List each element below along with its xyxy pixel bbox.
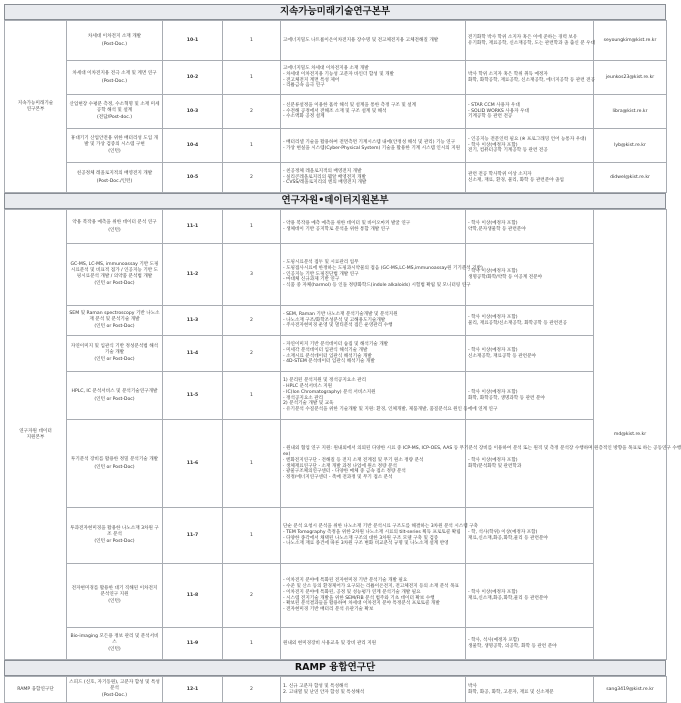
position-title-cell — [67, 420, 163, 508]
table-row — [5, 564, 667, 628]
job-description-line: - 수전해 공정에서 전해조 소재 및 구조 설계 및 해석 — [283, 108, 387, 114]
employment-type: (인턴 or Post-Doc) — [94, 539, 135, 545]
position-title: 투과전자현미경을 활용한 나노소재 3차원 구조 분석 — [70, 525, 159, 537]
job-description-line: - 나노소재 재료 종건에 따른 3차원 구조 변화 비교분석 규명 및 나노소재 설계 반영 — [283, 541, 449, 547]
job-description-cell — [281, 564, 466, 628]
position-title-cell — [67, 210, 163, 244]
department-name: 지속가능미래기술 — [17, 100, 54, 106]
qualification-line: 신소재, 재료, 환경, 물리, 화학 등 관련분야 졸업 — [468, 177, 564, 183]
position-title: 자연이미지 및 입관식 기반 정성분석법 해석기술 개발 — [70, 343, 159, 355]
qualification-line: - 학사 이상(예정자 포함) — [468, 457, 518, 463]
qualification-cell — [466, 306, 594, 336]
qualification-line: - STAR CCM 사용자 우대 — [468, 102, 520, 108]
job-description-line: - 신분류설정을 이용한 흡착 해석 및 설계을 통한 측정 구조 및 설계 — [283, 102, 417, 108]
job-description-line: - HPLC 분석서비스 지원 — [283, 383, 333, 389]
job-description-line: - 유기분석 수질분석을 위한 기술개발 및 지원: 환경, 인체개발, 제품개발, 품질분석요 원인 등에에 연계 연구 — [283, 407, 498, 413]
department-cell — [5, 677, 67, 703]
job-description-line: - 인공지능 기반 도핑진단법 개발 연구 — [283, 271, 359, 277]
table-row — [5, 21, 667, 61]
job-description-line: · 정정/에너지연구센터 - 촉매 전과정 및 무기 접소 분석 — [283, 475, 393, 481]
recruitment-table — [4, 4, 681, 703]
position-title: 친공정체 레올로지적의 배영전지 개발 — [76, 170, 153, 176]
headcount: 2 — [223, 336, 281, 372]
job-description-line: 2) 분석기술 개발 및 교육 — [283, 401, 334, 407]
department-cell — [5, 21, 67, 193]
qualification-cell — [466, 677, 594, 703]
headcount: 1 — [223, 21, 281, 61]
position-code: 10-2 — [163, 61, 223, 95]
job-description-line: 1) 분리된 분석지원 및 정석공지요소 관리 — [283, 378, 367, 384]
qualification-line: 박사 학위 소지자 혹은 학위 취득 예정자 — [468, 71, 548, 77]
position-title-cell — [67, 129, 163, 163]
position-title-cell — [67, 21, 163, 61]
employment-type: (인턴) — [108, 149, 121, 155]
job-description-line: - TEM Tomography 측정을 위한 2차원 나노소재 시료의 tilt-series 획득 프로토콜 확립 — [283, 529, 461, 535]
position-title-cell — [67, 677, 163, 703]
qualification-cell — [466, 508, 594, 564]
job-description-line: 고에너지밀도 나트륨이온이차전지용 장수명 및 전고체전지용 고체전해질 개발 — [283, 37, 439, 43]
section-title: 지속가능미래기술연구본부 — [4, 4, 666, 20]
position-code: 11-6 — [163, 420, 223, 508]
position-code: 10-5 — [163, 163, 223, 193]
position-title: HPLC, IC 분석서비스 및 분석기술연구개발 — [71, 388, 158, 394]
job-description-cell — [281, 628, 466, 660]
job-description-line: - 전자현미경 기반 배터리 분석 유관기술 확보 — [283, 607, 374, 613]
qualification-line: 전기화학 박사 학위 소지자 혹은 이에 준하는 경력 보유 — [468, 34, 578, 40]
qualification-cell — [466, 95, 594, 129]
table-row — [5, 244, 667, 306]
contact-email[interactable]: lyb@kist.re.kr — [594, 129, 667, 163]
job-description-line: - 배터리셀 기술을 활용하여 전면측면 기계시스템 내에(안정성 해석 및 관리) 기능 연구 — [283, 139, 456, 145]
position-code: 11-3 — [163, 306, 223, 336]
position-title: 차세대 이차전지용 전극 소재 및 계면 연구 — [72, 70, 157, 76]
qualification-line: 화학, 화학공학, 생명과학 등 관련 분야 — [468, 395, 545, 401]
qualification-line: - 학사 이상(예정자 포함) — [468, 389, 518, 395]
qualification-line: 신소재공학, 재료공학 등 관련분야 — [468, 353, 536, 359]
table-row — [5, 129, 667, 163]
job-description-line: - 생체데이 기반 공지학로 분석을 위한 통합 개발 연구 — [283, 226, 390, 232]
job-description-cell — [281, 210, 466, 244]
job-description-line: ex) — [283, 451, 291, 457]
position-title: 휴대기기 산업안전용 위한 배터리성 도입 개발 및 가상 검증의 시스템 구현 — [70, 135, 159, 147]
department-name: 연구자원 데이터 — [19, 428, 52, 434]
qualification-cell — [466, 336, 594, 372]
job-description-line: 단순 분석 요청시 분석을 위한 나노소재 기반 분석시료 구조도를 해결하는 3차원 분석 시스템 구축 — [283, 523, 478, 529]
job-description-line: - SEM, Raman 기반 나노소재 분석기술개발 및 분석지원 — [283, 311, 398, 317]
position-title: 전자현미경를 활용한 대기 직해된 이차전지 분석연구 지원 — [71, 585, 158, 597]
section-table — [4, 209, 681, 660]
qualification-cell — [466, 61, 594, 95]
job-description-line: - 소재시료 분석데이터 입관식 해석기술 개발 — [283, 353, 372, 359]
job-description-line: - 시스템 전지기술 개발을 위한 SEM/FIB 분석 범주와 기초 데이터 확보 수행 — [283, 595, 435, 601]
table-row — [5, 163, 667, 193]
position-title-cell — [67, 163, 163, 193]
position-title: 차세대 이차전지 소재 개발 — [87, 33, 142, 39]
qualification-line: - 학사, 석사(예정자 포함) — [468, 637, 520, 643]
position-title-cell — [67, 564, 163, 628]
qualification-line: - 학사 이상(예정자 포함) — [468, 142, 518, 148]
job-description-line: - 약용 복작용 예측 예측을 위한 데이터 및 바이오마커 발굴 연구 — [283, 220, 411, 226]
qualification-cell — [466, 163, 594, 193]
qualification-line: 전기, 컴퓨터공학 기계공학 등 관련 전공 — [468, 148, 548, 154]
position-code: 12-1 — [163, 677, 223, 703]
contact-email[interactable]: md@kist.re.kr — [594, 210, 667, 660]
qualification-cell — [466, 210, 594, 244]
employment-type: (인턴 or Post-Doc) — [94, 396, 135, 402]
qualification-line: 화학, 화학공학, 재료공학, 신소재공학, 에너지공학 등 관련 전공 — [468, 77, 596, 83]
position-title: Bio-imaging 모든용 정보 관리 및 분석서비스 — [70, 633, 159, 645]
job-description-line: - 리튬금속 음극 연구 — [283, 83, 325, 89]
qualification-line: - 학사 이상(예정자 포함) — [468, 347, 518, 353]
job-description-line: - 도핑시료분석 접두 및 시료관리 업무 — [283, 260, 359, 265]
qualification-cell — [466, 21, 594, 61]
table-row — [5, 420, 667, 508]
position-code: 10-4 — [163, 129, 223, 163]
position-code: 11-5 — [163, 372, 223, 420]
department-name: 지원본부 — [26, 434, 45, 440]
job-description-cell — [281, 129, 466, 163]
section-table — [4, 676, 667, 703]
qualification-line: 관련 전공 학사학위 이상 소지자 — [468, 171, 532, 177]
job-description-line: 고에너지밀도 차세대 이차전지용 소재 개발 — [283, 65, 369, 71]
job-description-line: - 나노소재 구조/화학조성분석 및 고해용도기술개발 — [283, 317, 386, 323]
position-title: SEM 및 Raman spectroscopy 기반 나노소재 분석 및 분석기술 개발 — [69, 310, 160, 322]
job-description-cell — [281, 95, 466, 129]
job-description-line: - 가상 현실을 시스템(Cyber-Physical System) 기술을 활용한 기계 시스템 인시의 지원 — [283, 145, 461, 151]
employment-type: (인턴) — [108, 647, 121, 653]
employment-type: (Post-Doc./인턴) — [96, 178, 133, 184]
job-description-cell — [281, 163, 466, 193]
job-description-line: - 수준 및 산소 등의 환경제어가 요구되는 리튬이온전지, 전고체전지 등의 소재 분석 목표 — [283, 583, 459, 589]
job-description-line: - 마대체 신규과제 기반 연구 — [283, 277, 340, 283]
qualification-cell — [466, 244, 594, 306]
position-title-cell — [67, 95, 163, 129]
qualification-line: - 학사 이상(예정자 포함) — [468, 589, 518, 595]
qualification-line: 기계공학 등 관련 전공 — [468, 114, 513, 120]
position-code: 10-3 — [163, 95, 223, 129]
position-title-cell — [67, 336, 163, 372]
job-description-line: · 엔화전지연구단 - 전해질 등 전지 소재 전계점 및 무기 원소 정량 분석 — [283, 457, 424, 463]
employment-type: (전담/Post-doc.) — [97, 115, 132, 121]
qualification-line: - 학사 이상(예정자 포함) — [468, 220, 518, 226]
employment-type: (인턴 or Post-Doc) — [94, 281, 135, 287]
job-description-cell — [281, 677, 466, 703]
job-description-line: - 식품 중 자체(harmol) 등 인돌 정량화학드(indole alkaloids) 시험법 확립 및 모니터링 연구 — [283, 283, 471, 289]
headcount: 2 — [223, 564, 281, 628]
position-title: 투기분석 장비를 활용한 정밀 분석기술 개발 — [70, 456, 159, 462]
job-description-line: - 수소액화 공정 설계 — [283, 114, 325, 120]
contact-email[interactable]: didwel@kist.re.kr — [594, 163, 667, 193]
position-title: GC-MS, LC-MS, immunoassay 기반 도핑시료분석 및 비표적 접가 / 인공지능 기반 도핑시료분석 개발 / 의약품 분석법 개발 — [70, 261, 159, 279]
job-description-line: - 정석공지요소 관리 — [283, 395, 324, 401]
job-description-line: - 도핑접사시료에 한정하는 도핑과시약물의 접음 (GC-MS,LC-MS,immunoassay원 기기분석 기반) — [283, 265, 483, 271]
job-description-cell — [281, 61, 466, 95]
table-row — [5, 306, 667, 336]
job-description-line: - 4D-STEM 분석데이터 입관식 해석기술 개발 — [283, 359, 375, 365]
headcount: 1 — [223, 628, 281, 660]
position-code: 11-7 — [163, 508, 223, 564]
qualification-cell — [466, 129, 594, 163]
qualification-line: 생명공학/화학/약학 등 이공계 전분야 — [468, 274, 543, 280]
job-description-cell — [281, 244, 483, 306]
headcount: 2 — [223, 95, 281, 129]
headcount: 1 — [223, 129, 281, 163]
qualification-line: - 학, 석사(학위) 이상(예정자 포함) — [468, 529, 538, 535]
qualification-cell — [466, 564, 594, 628]
job-description-line: - 차세대 이차전지용 기능성 고분자 바인더 합성 및 개발 — [283, 71, 394, 77]
qualification-line: 물리, 재료공학/신소재공학, 화학공학 등 관련전공 — [468, 320, 568, 326]
job-description-line: - 다양한 종각에서 채택된 나노소재 구조의 대한 3차원 구조 모델 구축 및 검증 — [283, 535, 439, 541]
job-description-line: - IC(Ion Chromatography) 분석 서비스지원 — [283, 389, 376, 395]
table-row — [5, 95, 667, 129]
employment-type: (인턴 or Post-Doc) — [94, 324, 135, 330]
position-code: 11-4 — [163, 336, 223, 372]
job-description-cell — [281, 306, 466, 336]
position-code: 11-8 — [163, 564, 223, 628]
qualification-cell — [466, 628, 594, 660]
headcount: 2 — [223, 306, 281, 336]
job-description-line: - 실리콘레올로지리의 웰알 배영전지 개발 — [283, 174, 366, 180]
headcount: 2 — [223, 163, 281, 193]
position-title: 스피드 (신호, 자기동원), 고분자 합성 및 특성분석 — [69, 679, 160, 691]
department-cell — [5, 210, 67, 660]
contact-email[interactable]: libra@kist.re.kr — [594, 95, 667, 129]
job-description-line: - 이차전지 분야에 특화된, 공정 및 성능평가 연계 분석기술 개발 필요 — [283, 589, 421, 595]
qualification-line: 재료,신소재,화공,화학,물리 등 관련분야 — [468, 595, 548, 601]
employment-type: (인턴 or Post-Doc) — [94, 357, 135, 363]
table-row — [5, 210, 667, 244]
job-description-line: - 원내외 협업 연구 지원: 원내외에서 의뢰된 다양한 시료 중 ICP-MS, ICP-OES, AAS 등 무기분석 장비를 이용하여 분석 또는 원격 및 측정 분석장 수행하며 원층적인 방향을 목표로 하는 공동연구 수행 — [283, 446, 681, 452]
qualification-cell — [466, 372, 594, 420]
position-title-cell — [67, 61, 163, 95]
job-description-line: - 전고체전지 계면 특성 제어 — [283, 77, 340, 83]
table-row — [5, 677, 667, 703]
qualification-line: - 학사 이상(예정자 포함) — [468, 314, 518, 320]
table-row — [5, 372, 667, 420]
section-title: RAMP 융합연구단 — [4, 660, 666, 676]
headcount: 3 — [223, 244, 281, 306]
headcount: 1 — [223, 372, 281, 420]
employment-type: (Post-Doc.) — [101, 78, 128, 84]
qualification-cell — [466, 420, 594, 508]
table-row — [5, 508, 667, 564]
department-name: 연구본부 — [26, 106, 45, 112]
contact-email[interactable]: sang3419@kist.re.kr — [594, 677, 667, 703]
table-row — [5, 336, 667, 372]
section-title: 연구자원•데이터지원본부 — [4, 193, 666, 209]
job-description-cell — [281, 508, 478, 564]
position-code: 11-1 — [163, 210, 223, 244]
position-title: 산업현장 수평분 측정, 수소혁명 및 소재 미세공학 해석 및 설계 — [69, 101, 160, 113]
qualification-line: - 인공지능 전문인력 필요 (※ 프로그래밍 언어 능통자 우대) — [468, 136, 587, 142]
table-row — [5, 628, 667, 660]
section-table — [4, 20, 667, 193]
qualification-line: - 학사 이상(예정자 포함) — [468, 268, 518, 274]
job-description-line: 2. 고내열 및 난연 안자 합성 및 특성해석 — [283, 689, 365, 695]
job-description-line: 1. 신규 고분자 합성 및 특성해석 — [283, 683, 348, 689]
job-description-cell — [281, 336, 466, 372]
headcount: 1 — [223, 210, 281, 244]
qualification-line: 화학/분석화학 및 관련학과 — [468, 463, 522, 469]
job-description-line: · 생체재료연구단 - 소재 개발 과정 나업에 원소 정량 분석 — [283, 463, 397, 469]
job-description-line: · 광물구조체의연구센터 - 다양한 매체 중 금속 접소 정량 분석 — [283, 469, 406, 475]
contact-email[interactable]: seyoungkim@kist.re.kr — [594, 21, 667, 61]
employment-type: (Post-Doc.) — [101, 693, 128, 699]
position-title-cell — [67, 306, 163, 336]
table-row — [5, 61, 667, 95]
employment-type: (Post-Doc.) — [101, 41, 128, 47]
qualification-line: 유기화학, 재료공학, 신소재공학, 도는 관련학과 졸 출신 분 우대 — [468, 40, 596, 46]
job-description-line: - 미세각 분석데이터 입관식 해석기술 개발 — [283, 347, 368, 353]
employment-type: (인턴) — [108, 227, 121, 233]
qualification-line: - SOLID WORKS 사용자 우대 — [468, 108, 529, 114]
employment-type: (인턴) — [108, 599, 121, 605]
headcount: 2 — [223, 677, 281, 703]
employment-type: (인턴 or Post-Doc) — [94, 464, 135, 470]
position-title-cell — [67, 628, 163, 660]
job-description-line: - 확보된 분석결과들을 활용하여 차세대 이차전지 분야 특정분석 프로토콜 개발 — [283, 601, 440, 607]
headcount: 1 — [223, 508, 281, 564]
job-description-line: - 자연이미지 기반 분석데이터 습집 및 해석기술 개발 — [283, 341, 389, 347]
department-name: RAMP 융합연구단 — [17, 686, 54, 692]
position-code: 11-9 — [163, 628, 223, 660]
job-description-line: 원내외 현미경장비 사용교육 및 장비 관리 지원 — [283, 640, 377, 646]
job-description-line: - 친공정체 레올로지적의 배영전지 개발 — [283, 168, 362, 174]
qualification-line: 박사 — [468, 683, 477, 689]
job-description-line: - 주사전자현미경 운영 및 멀티분석 접든 운영관리 수행 — [283, 323, 393, 329]
qualification-line: 약학,분자생물학 등 관련분야 — [468, 226, 526, 232]
headcount: 1 — [223, 420, 281, 508]
headcount: 1 — [223, 61, 281, 95]
job-description-line: - CVSS/레올로지리의 엔의 배영전지 개발 — [283, 180, 367, 186]
qualification-line: 생물학, 생명공학, 의공학, 화학 등 관련 분야 — [468, 643, 557, 649]
position-code: 11-2 — [163, 244, 223, 306]
contact-email[interactable]: jeunkos23@kist.re.kr — [594, 61, 667, 95]
position-code: 10-1 — [163, 21, 223, 61]
qualification-line: 재료,신소재,화공,화학,물리 등 관련분야 — [468, 535, 548, 541]
job-description-cell — [281, 21, 466, 61]
job-description-line: - 이차전지 분야에 특화된 전자현미경 기반 분석기술 개발 필요 — [283, 578, 408, 584]
position-title: 약용 복작용 예측을 위한 데이터 분석 연구 — [72, 219, 157, 225]
position-title-cell — [67, 372, 163, 420]
position-title-cell — [67, 508, 163, 564]
position-title-cell — [67, 244, 163, 306]
qualification-line: 화학, 화공, 화학, 고분자, 재료 및 신소재분 — [468, 689, 554, 695]
